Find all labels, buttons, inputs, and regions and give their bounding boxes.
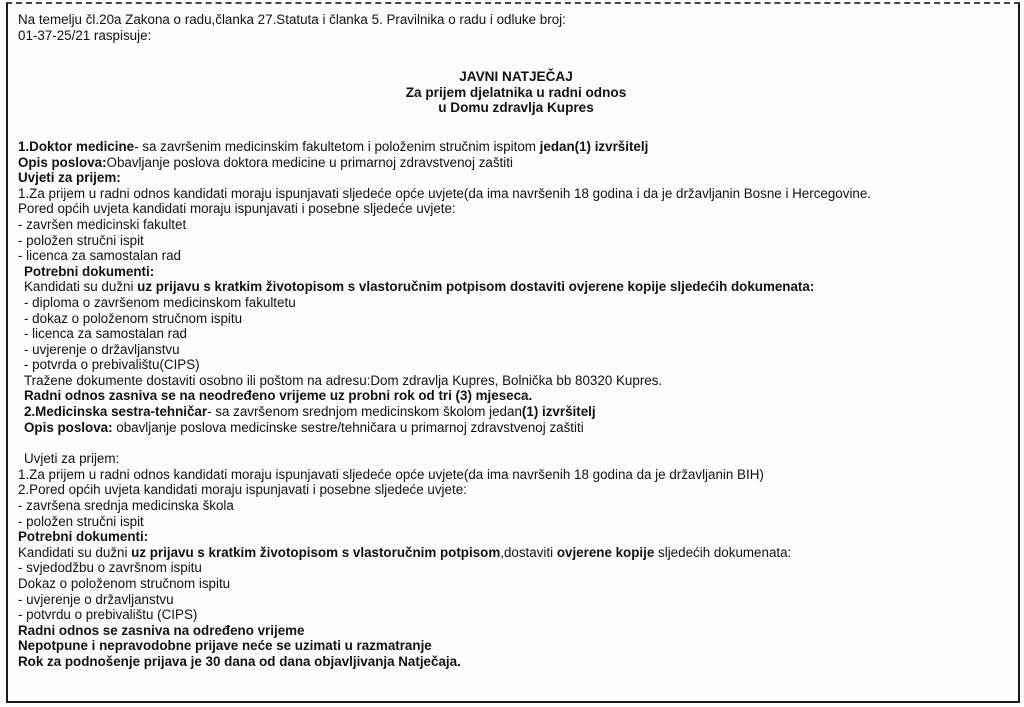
section2-dok-label: Potrebni dokumenti: (18, 529, 149, 545)
closing-line-1: Radni odnos se zasniva na određeno vrijeme (18, 622, 305, 638)
section1-uvjeti-1: 1.Za prijem u radni odnos kandidati moraju ispunjavati sljedeće opće uvjete(da ima navršenih 18 godina i da je državljanin Bosne i Hercegovine. (18, 185, 872, 201)
closing-line-3: Rok za podnošenje prijava je 30 dana od dana objavljivanja Natječaja. (18, 653, 461, 669)
section2-dok-mid: ,dostaviti (500, 544, 557, 560)
section2-dok-pre: Kandidati su dužni (18, 544, 132, 560)
section1-title-count: jedan(1) izvršitelj (539, 138, 649, 154)
section2-dokument-item: Dokaz o položenom stručnom ispitu (18, 576, 231, 591)
section2-dok-post: sljedećih dokumenata: (654, 544, 792, 560)
section2-uvjeti-1: 1.Za prijem u radni odnos kandidati moraju ispunjavati sljedeće opće uvjete(da ima navršenih 18 godina da je državljanin BIH) (18, 466, 764, 482)
section2-opis-text: obavljanje poslova medicinske sestre/tehničara u primarnoj zdravstvenoj zaštiti (112, 419, 584, 435)
section2-dok-intro (18, 545, 1014, 561)
section2-uvjeti-2: 2.Pored općih uvjeta kandidati moraju ispunjavati i posebne sljedeće uvjete: (18, 482, 467, 498)
section1-dokument-item: - potvrda o prebivalištu(CIPS) (24, 357, 200, 373)
section1-dok-intro-bold: uz prijavu s kratkim životopisom s vlastoručnim potpisom dostaviti ovjerene kopije sljedećih dokumenata: (137, 279, 815, 295)
section1-uvjeti-label: Uvjeti za prijem: (18, 170, 121, 186)
closing-line-2: Nepotpune i nepravodobne prijave neće se uzimati u razmatranje (18, 638, 432, 654)
section1-dokument-item: - dokaz o položenom stručnom ispitu (24, 310, 243, 326)
section1-dokument-item: - licenca za samostalan rad (24, 326, 187, 342)
section1-uvjeti-2: Pored općih uvjeta kandidati moraju ispunjavati i posebne sljedeće uvjete: (18, 201, 456, 217)
section2-title-rest: - sa završenom srednjom medicinskom školom jedan (207, 404, 522, 420)
heading-location: u Domu zdravlja Kupres (438, 100, 594, 116)
section1-dokument-item: - uvjerenje o državljanstvu (24, 341, 180, 357)
section2-dokument-item: - uvjerenje o državljanstvu (18, 591, 174, 607)
intro-line-1: Na temelju čl.20a Zakona o radu,članka 27.Statuta i članka 5. Pravilnika o radu i odluke broj: (18, 12, 566, 27)
section2-dokument-item: - svjedodžbu o završnom ispitu (18, 560, 202, 576)
section2-opis-label: Opis poslova: (24, 419, 113, 435)
section2-posebni-item: - položen stručni ispit (18, 513, 144, 529)
section1-opis-label: Opis poslova: (18, 154, 107, 170)
intro-line-2: 01-37-25/21 raspisuje: (18, 27, 152, 43)
section1-title-rest: - sa završenim medicinskim fakultetom i položenim stručnim ispitom (134, 138, 540, 154)
section2-posebni-item: - završena srednja medicinska škola (18, 498, 234, 514)
section1-posebni-item: - licenca za samostalan rad (18, 248, 181, 264)
section1-dok-intro-pre: Kandidati su dužni (24, 279, 138, 295)
section1-opis (18, 155, 1014, 171)
section1-radni-odnos: Radni odnos zasniva se na neodređeno vrijeme uz probni rok od tri (3) mjeseca. (24, 388, 533, 404)
section1-title (18, 139, 1014, 155)
section1-dok-label: Potrebni dokumenti: (24, 263, 155, 279)
section2-dokument-item: - potvrdu o prebivalištu (CIPS) (18, 607, 198, 623)
section2-dok-bold2: ovjerene kopije (556, 544, 655, 560)
section2-title-bold: 2.Medicinska sestra-tehničar (24, 404, 208, 420)
section1-title-bold: 1.Doktor medicine (18, 138, 135, 154)
section1-posebni-item: - završen medicinski fakultet (18, 216, 187, 232)
heading-subtitle: Za prijem djelatnika u radni odnos (405, 84, 627, 100)
section1-adresa: Tražene dokumente dostaviti osobno ili poštom na adresu:Dom zdravlja Kupres, Bolnička bb 80320 Kupres. (24, 372, 663, 388)
section2-dok-bold1: uz prijavu s kratkim životopisom s vlastoručnim potpisom (131, 544, 501, 560)
section1-dokument-item: - diploma o završenom medicinskom fakultetu (24, 294, 296, 310)
section1-opis-text: Obavljanje poslova doktora medicine u primarnoj zdravstvenoj zaštiti (106, 154, 513, 170)
section2-uvjeti-label: Uvjeti za prijem: (24, 451, 120, 467)
document-body (18, 12, 1014, 670)
section1-dok-intro (18, 279, 1014, 295)
section1-posebni-item: - položen stručni ispit (18, 232, 144, 248)
section2-title-count: (1) izvršitelj (521, 404, 596, 420)
section2-opis (18, 420, 1014, 436)
heading-title: JAVNI NATJEČAJ (459, 69, 573, 85)
section2-title (18, 404, 1014, 420)
